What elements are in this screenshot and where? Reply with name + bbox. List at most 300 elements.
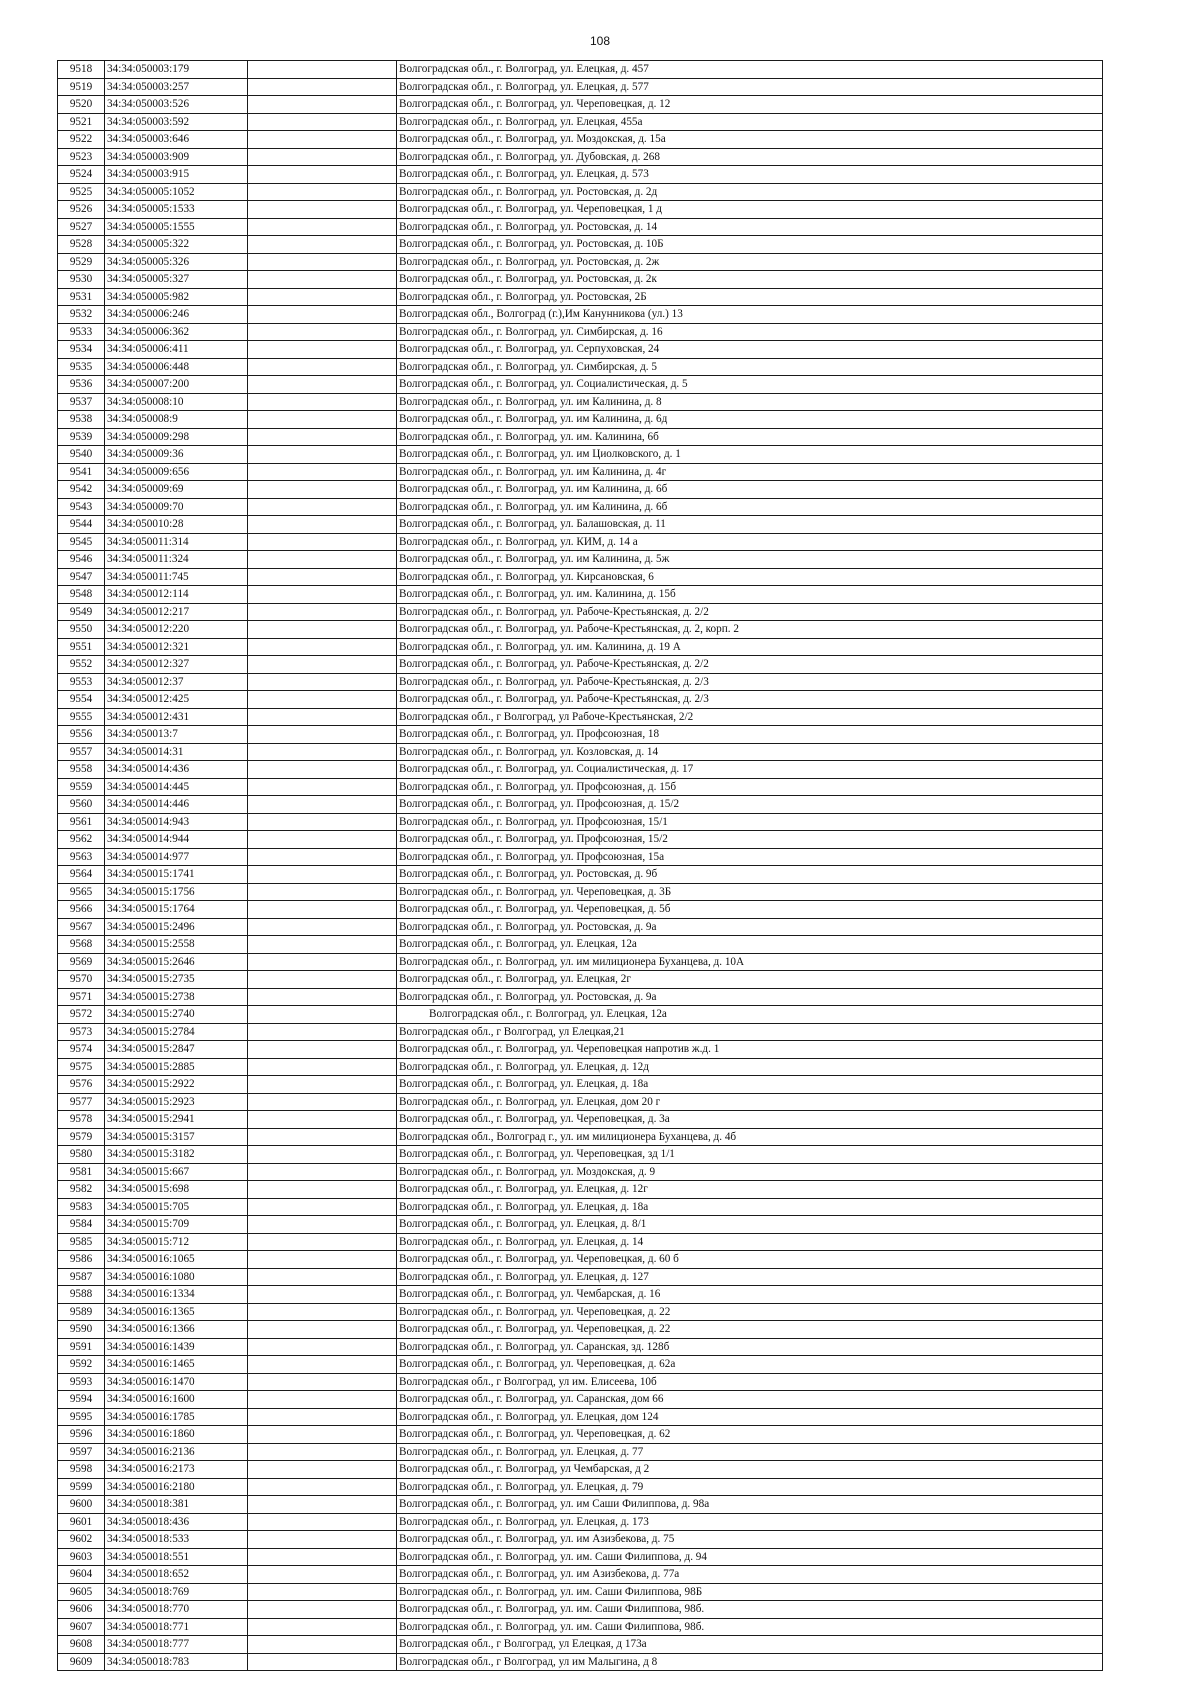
cadastral-number: 34:34:050009:656 xyxy=(105,463,248,481)
cadastral-number: 34:34:050014:977 xyxy=(105,848,248,866)
row-number: 9541 xyxy=(58,463,105,481)
address: Волгоградская обл., г. Волгоград, ул. Елецкая, д. 8/1 xyxy=(397,1216,1103,1234)
address: Волгоградская обл., г Волгоград, ул им Малыгина, д 8 xyxy=(397,1653,1103,1671)
empty-cell xyxy=(248,253,397,271)
row-number: 9605 xyxy=(58,1583,105,1601)
row-number: 9555 xyxy=(58,708,105,726)
address: Волгоградская обл., г. Волгоград, ул. Профсоюзная, 15а xyxy=(397,848,1103,866)
address: Волгоградская обл., г. Волгоград, ул. Ростовская, д. 2ж xyxy=(397,253,1103,271)
table-row xyxy=(58,1198,1103,1216)
row-number: 9577 xyxy=(58,1093,105,1111)
empty-cell xyxy=(248,1198,397,1216)
table-row xyxy=(58,516,1103,534)
address: Волгоградская обл., г. Волгоград, ул. Ростовская, д. 9б xyxy=(397,866,1103,884)
address: Волгоградская обл., г. Волгоград, ул. Моздокская, д. 9 xyxy=(397,1163,1103,1181)
address: Волгоградская обл., Волгоград г., ул. им милиционера Буханцева, д. 4б xyxy=(397,1128,1103,1146)
address: Волгоградская обл., г. Волгоград, ул. Ростовская, д. 9а xyxy=(397,988,1103,1006)
table-row xyxy=(58,1146,1103,1164)
cadastral-number: 34:34:050006:448 xyxy=(105,358,248,376)
row-number: 9606 xyxy=(58,1601,105,1619)
row-number: 9528 xyxy=(58,236,105,254)
cadastral-number: 34:34:050007:200 xyxy=(105,376,248,394)
table-row xyxy=(58,393,1103,411)
empty-cell xyxy=(248,1321,397,1339)
table-row xyxy=(58,953,1103,971)
table-row xyxy=(58,1373,1103,1391)
table-row xyxy=(58,1566,1103,1584)
row-number: 9556 xyxy=(58,726,105,744)
empty-cell xyxy=(248,1128,397,1146)
empty-cell xyxy=(248,708,397,726)
cadastral-number: 34:34:050015:2941 xyxy=(105,1111,248,1129)
table-row xyxy=(58,1251,1103,1269)
address: Волгоградская обл., г. Волгоград, ул. Елецкая, д. 577 xyxy=(397,78,1103,96)
address: Волгоградская обл., Волгоград (г.),Им Канунникова (ул.) 13 xyxy=(397,306,1103,324)
cadastral-number: 34:34:050018:533 xyxy=(105,1531,248,1549)
row-number: 9603 xyxy=(58,1548,105,1566)
address: Волгоградская обл., г. Волгоград, ул. Елецкая, д. 573 xyxy=(397,166,1103,184)
cadastral-number: 34:34:050012:327 xyxy=(105,656,248,674)
cadastral-number: 34:34:050005:982 xyxy=(105,288,248,306)
address: Волгоградская обл., г. Волгоград, ул. Елецкая, д. 12д xyxy=(397,1058,1103,1076)
address: Волгоградская обл., г. Волгоград, ул. Елецкая, д. 77 xyxy=(397,1443,1103,1461)
table-row xyxy=(58,586,1103,604)
empty-cell xyxy=(248,1111,397,1129)
row-number: 9538 xyxy=(58,411,105,429)
cadastral-number: 34:34:050005:1533 xyxy=(105,201,248,219)
row-number: 9561 xyxy=(58,813,105,831)
address: Волгоградская обл., г. Волгоград, ул. Елецкая, д. 127 xyxy=(397,1268,1103,1286)
row-number: 9602 xyxy=(58,1531,105,1549)
empty-cell xyxy=(248,1233,397,1251)
table-row xyxy=(58,708,1103,726)
row-number: 9543 xyxy=(58,498,105,516)
table-row xyxy=(58,603,1103,621)
cadastral-number: 34:34:050015:2738 xyxy=(105,988,248,1006)
table-row xyxy=(58,848,1103,866)
table-row xyxy=(58,831,1103,849)
cadastral-number: 34:34:050005:1052 xyxy=(105,183,248,201)
cadastral-number: 34:34:050016:1470 xyxy=(105,1373,248,1391)
row-number: 9573 xyxy=(58,1023,105,1041)
row-number: 9530 xyxy=(58,271,105,289)
cadastral-number: 34:34:050015:2923 xyxy=(105,1093,248,1111)
row-number: 9564 xyxy=(58,866,105,884)
row-number: 9526 xyxy=(58,201,105,219)
cadastral-number: 34:34:050015:2885 xyxy=(105,1058,248,1076)
cadastral-number: 34:34:050012:321 xyxy=(105,638,248,656)
empty-cell xyxy=(248,813,397,831)
empty-cell xyxy=(248,236,397,254)
cadastral-number: 34:34:050006:411 xyxy=(105,341,248,359)
empty-cell xyxy=(248,988,397,1006)
table-row xyxy=(58,936,1103,954)
row-number: 9572 xyxy=(58,1006,105,1024)
address: Волгоградская обл., г. Волгоград, ул. им. Калинина, д. 19 А xyxy=(397,638,1103,656)
row-number: 9607 xyxy=(58,1618,105,1636)
address: Волгоградская обл., г. Волгоград, ул. Дубовская, д. 268 xyxy=(397,148,1103,166)
empty-cell xyxy=(248,1181,397,1199)
address: Волгоградская обл., г. Волгоград, ул. Череповецкая, 1 д xyxy=(397,201,1103,219)
cadastral-number: 34:34:050016:1080 xyxy=(105,1268,248,1286)
row-number: 9557 xyxy=(58,743,105,761)
address: Волгоградская обл., г. Волгоград, ул. Елецкая, д. 173 xyxy=(397,1513,1103,1531)
empty-cell xyxy=(248,936,397,954)
address: Волгоградская обл., г. Волгоград, ул. Рабоче-Крестьянская, д. 2, корп. 2 xyxy=(397,621,1103,639)
row-number: 9562 xyxy=(58,831,105,849)
table-row xyxy=(58,78,1103,96)
cadastral-number: 34:34:050012:114 xyxy=(105,586,248,604)
empty-cell xyxy=(248,883,397,901)
address: Волгоградская обл., г. Волгоград, ул. Череповецкая, д. 3а xyxy=(397,1111,1103,1129)
row-number: 9595 xyxy=(58,1408,105,1426)
table-row xyxy=(58,253,1103,271)
empty-cell xyxy=(248,96,397,114)
cadastral-number: 34:34:050003:526 xyxy=(105,96,248,114)
empty-cell xyxy=(248,1356,397,1374)
cadastral-number: 34:34:050018:777 xyxy=(105,1636,248,1654)
cadastral-number: 34:34:050015:712 xyxy=(105,1233,248,1251)
cadastral-number: 34:34:050015:1764 xyxy=(105,901,248,919)
empty-cell xyxy=(248,1583,397,1601)
row-number: 9568 xyxy=(58,936,105,954)
empty-cell xyxy=(248,411,397,429)
table-row xyxy=(58,778,1103,796)
cadastral-number: 34:34:050016:1860 xyxy=(105,1426,248,1444)
cadastral-number: 34:34:050018:770 xyxy=(105,1601,248,1619)
table-row xyxy=(58,236,1103,254)
address: Волгоградская обл., г. Волгоград, ул. Елецкая, дом 20 г xyxy=(397,1093,1103,1111)
row-number: 9596 xyxy=(58,1426,105,1444)
empty-cell xyxy=(248,1443,397,1461)
table-row xyxy=(58,218,1103,236)
row-number: 9529 xyxy=(58,253,105,271)
empty-cell xyxy=(248,271,397,289)
cadastral-number: 34:34:050003:646 xyxy=(105,131,248,149)
row-number: 9532 xyxy=(58,306,105,324)
empty-cell xyxy=(248,1653,397,1671)
empty-cell xyxy=(248,796,397,814)
empty-cell xyxy=(248,1548,397,1566)
row-number: 9570 xyxy=(58,971,105,989)
table-row xyxy=(58,691,1103,709)
empty-cell xyxy=(248,323,397,341)
cadastral-number: 34:34:050016:1600 xyxy=(105,1391,248,1409)
empty-cell xyxy=(248,778,397,796)
cadastral-number: 34:34:050008:9 xyxy=(105,411,248,429)
address: Волгоградская обл., г. Волгоград, ул. Ростовская, д. 2д xyxy=(397,183,1103,201)
empty-cell xyxy=(248,516,397,534)
table-row xyxy=(58,1496,1103,1514)
table-row xyxy=(58,1548,1103,1566)
cadastral-number: 34:34:050015:2558 xyxy=(105,936,248,954)
address: Волгоградская обл., г. Волгоград, ул. Чембарская, д. 16 xyxy=(397,1286,1103,1304)
address: Волгоградская обл., г. Волгоград, ул. Череповецкая, д. 62а xyxy=(397,1356,1103,1374)
cadastral-number: 34:34:050014:944 xyxy=(105,831,248,849)
empty-cell xyxy=(248,481,397,499)
cadastral-number: 34:34:050013:7 xyxy=(105,726,248,744)
table-row xyxy=(58,288,1103,306)
empty-cell xyxy=(248,1373,397,1391)
empty-cell xyxy=(248,918,397,936)
cadastral-number: 34:34:050008:10 xyxy=(105,393,248,411)
row-number: 9594 xyxy=(58,1391,105,1409)
cadastral-number: 34:34:050003:179 xyxy=(105,61,248,79)
address: Волгоградская обл., г. Волгоград, ул. им. Калинина, 6б xyxy=(397,428,1103,446)
empty-cell xyxy=(248,953,397,971)
empty-cell xyxy=(248,131,397,149)
address: Волгоградская обл., г. Волгоград, ул. Рабоче-Крестьянская, д. 2/2 xyxy=(397,656,1103,674)
empty-cell xyxy=(248,726,397,744)
empty-cell xyxy=(248,1531,397,1549)
table-row xyxy=(58,1286,1103,1304)
cadastral-number: 34:34:050011:314 xyxy=(105,533,248,551)
address: Волгоградская обл., г Волгоград, ул Рабоче-Крестьянская, 2/2 xyxy=(397,708,1103,726)
empty-cell xyxy=(248,463,397,481)
cadastral-number: 34:34:050016:1065 xyxy=(105,1251,248,1269)
table-row xyxy=(58,131,1103,149)
cadastral-number: 34:34:050015:2784 xyxy=(105,1023,248,1041)
cadastral-number: 34:34:050015:2847 xyxy=(105,1041,248,1059)
address: Волгоградская обл., г. Волгоград, ул. Профсоюзная, 15/2 xyxy=(397,831,1103,849)
cadastral-number: 34:34:050014:943 xyxy=(105,813,248,831)
empty-cell xyxy=(248,341,397,359)
table-row xyxy=(58,1653,1103,1671)
row-number: 9539 xyxy=(58,428,105,446)
address: Волгоградская обл., г. Волгоград, ул. Череповецкая, д. 12 xyxy=(397,96,1103,114)
address: Волгоградская обл., г. Волгоград, ул. Елецкая, д. 14 xyxy=(397,1233,1103,1251)
address: Волгоградская обл., г. Волгоград, ул. Профсоюзная, д. 15б xyxy=(397,778,1103,796)
cadastral-number: 34:34:050005:326 xyxy=(105,253,248,271)
table-row xyxy=(58,1478,1103,1496)
table-row xyxy=(58,1583,1103,1601)
address: Волгоградская обл., г. Волгоград, ул. Елецкая, 455а xyxy=(397,113,1103,131)
empty-cell xyxy=(248,1268,397,1286)
table-row xyxy=(58,533,1103,551)
row-number: 9560 xyxy=(58,796,105,814)
empty-cell xyxy=(248,1163,397,1181)
row-number: 9551 xyxy=(58,638,105,656)
address: Волгоградская обл., г. Волгоград, ул. Рабоче-Крестьянская, д. 2/3 xyxy=(397,673,1103,691)
row-number: 9552 xyxy=(58,656,105,674)
empty-cell xyxy=(248,306,397,324)
empty-cell xyxy=(248,743,397,761)
table-row xyxy=(58,183,1103,201)
row-number: 9608 xyxy=(58,1636,105,1654)
row-number: 9592 xyxy=(58,1356,105,1374)
cadastral-number: 34:34:050016:1785 xyxy=(105,1408,248,1426)
table-row xyxy=(58,743,1103,761)
row-number: 9522 xyxy=(58,131,105,149)
cadastral-number: 34:34:050016:1366 xyxy=(105,1321,248,1339)
row-number: 9566 xyxy=(58,901,105,919)
table-row xyxy=(58,568,1103,586)
address: Волгоградская обл., г. Волгоград, ул. Череповецкая напротив ж.д. 1 xyxy=(397,1041,1103,1059)
row-number: 9525 xyxy=(58,183,105,201)
address: Волгоградская обл., г. Волгоград, ул. Профсоюзная, 18 xyxy=(397,726,1103,744)
address: Волгоградская обл., г. Волгоград, ул. Балашовская, д. 11 xyxy=(397,516,1103,534)
empty-cell xyxy=(248,1058,397,1076)
empty-cell xyxy=(248,218,397,236)
cadastral-number: 34:34:050016:1334 xyxy=(105,1286,248,1304)
address: Волгоградская обл., г. Волгоград, ул. им Азизбекова, д. 75 xyxy=(397,1531,1103,1549)
empty-cell xyxy=(248,446,397,464)
row-number: 9593 xyxy=(58,1373,105,1391)
table-row xyxy=(58,1023,1103,1041)
table-row xyxy=(58,166,1103,184)
row-number: 9559 xyxy=(58,778,105,796)
table-row xyxy=(58,148,1103,166)
address: Волгоградская обл., г. Волгоград, ул. им Калинина, д. 4г xyxy=(397,463,1103,481)
row-number: 9598 xyxy=(58,1461,105,1479)
table-row xyxy=(58,901,1103,919)
empty-cell xyxy=(248,901,397,919)
cadastral-number: 34:34:050015:705 xyxy=(105,1198,248,1216)
table-row xyxy=(58,1216,1103,1234)
empty-cell xyxy=(248,358,397,376)
address: Волгоградская обл., г. Волгоград, ул. Елецкая, д. 18а xyxy=(397,1198,1103,1216)
address: Волгоградская обл., г. Волгоград, ул. Социалистическая, д. 5 xyxy=(397,376,1103,394)
row-number: 9604 xyxy=(58,1566,105,1584)
address: Волгоградская обл., г Волгоград, ул Елецкая, д 173а xyxy=(397,1636,1103,1654)
empty-cell xyxy=(248,673,397,691)
empty-cell xyxy=(248,831,397,849)
address: Волгоградская обл., г. Волгоград, ул. им Калинина, д. 6д xyxy=(397,411,1103,429)
empty-cell xyxy=(248,1636,397,1654)
cadastral-number: 34:34:050018:771 xyxy=(105,1618,248,1636)
address: Волгоградская обл., г. Волгоград, ул. Кирсановская, 6 xyxy=(397,568,1103,586)
address: Волгоградская обл., г. Волгоград, ул. им Калинина, д. 6б xyxy=(397,481,1103,499)
row-number: 9540 xyxy=(58,446,105,464)
row-number: 9591 xyxy=(58,1338,105,1356)
cadastral-number: 34:34:050012:220 xyxy=(105,621,248,639)
address: Волгоградская обл., г. Волгоград, ул. КИМ, д. 14 а xyxy=(397,533,1103,551)
cadastral-number: 34:34:050015:2735 xyxy=(105,971,248,989)
row-number: 9519 xyxy=(58,78,105,96)
empty-cell xyxy=(248,1006,397,1024)
empty-cell xyxy=(248,1426,397,1444)
empty-cell xyxy=(248,533,397,551)
table-row xyxy=(58,761,1103,779)
cadastral-number: 34:34:050018:769 xyxy=(105,1583,248,1601)
row-number: 9534 xyxy=(58,341,105,359)
cadastral-number: 34:34:050018:551 xyxy=(105,1548,248,1566)
table-row xyxy=(58,271,1103,289)
row-number: 9527 xyxy=(58,218,105,236)
table-row xyxy=(58,796,1103,814)
cadastral-number: 34:34:050005:327 xyxy=(105,271,248,289)
empty-cell xyxy=(248,1093,397,1111)
cadastral-number: 34:34:050015:667 xyxy=(105,1163,248,1181)
address: Волгоградская обл., г. Волгоград, ул. им Калинина, д. 6б xyxy=(397,498,1103,516)
address: Волгоградская обл., г. Волгоград, ул. Ростовская, 2Б xyxy=(397,288,1103,306)
address: Волгоградская обл., г. Волгоград, ул. Рабоче-Крестьянская, д. 2/3 xyxy=(397,691,1103,709)
address: Волгоградская обл., г. Волгоград, ул. Ростовская, д. 10Б xyxy=(397,236,1103,254)
address: Волгоградская обл., г. Волгоград, ул. Череповецкая, д. 22 xyxy=(397,1303,1103,1321)
cadastral-number: 34:34:050014:445 xyxy=(105,778,248,796)
table-row xyxy=(58,1041,1103,1059)
cadastral-number: 34:34:050014:31 xyxy=(105,743,248,761)
table-row xyxy=(58,113,1103,131)
address: Волгоградская обл., г. Волгоград, ул. Ростовская, д. 2к xyxy=(397,271,1103,289)
table-row xyxy=(58,323,1103,341)
table-row xyxy=(58,656,1103,674)
cadastral-number: 34:34:050006:246 xyxy=(105,306,248,324)
row-number: 9520 xyxy=(58,96,105,114)
empty-cell xyxy=(248,761,397,779)
cadastral-number: 34:34:050011:324 xyxy=(105,551,248,569)
address: Волгоградская обл., г. Волгоград, ул. Профсоюзная, д. 15/2 xyxy=(397,796,1103,814)
table-row xyxy=(58,726,1103,744)
empty-cell xyxy=(248,148,397,166)
address: Волгоградская обл., г. Волгоград, ул. Ростовская, д. 14 xyxy=(397,218,1103,236)
registry-table xyxy=(57,60,1103,1671)
table-row xyxy=(58,498,1103,516)
cadastral-number: 34:34:050003:915 xyxy=(105,166,248,184)
address: Волгоградская обл., г. Волгоград, ул. Елецкая, 12а xyxy=(397,936,1103,954)
address: Волгоградская обл., г Волгоград, ул им. Елисеева, 10б xyxy=(397,1373,1103,1391)
cadastral-number: 34:34:050016:1365 xyxy=(105,1303,248,1321)
empty-cell xyxy=(248,376,397,394)
row-number: 9521 xyxy=(58,113,105,131)
empty-cell xyxy=(248,78,397,96)
empty-cell xyxy=(248,183,397,201)
row-number: 9567 xyxy=(58,918,105,936)
table-row xyxy=(58,813,1103,831)
empty-cell xyxy=(248,1478,397,1496)
table-row xyxy=(58,1303,1103,1321)
address: Волгоградская обл., г. Волгоград, ул. Ростовская, д. 9а xyxy=(397,918,1103,936)
empty-cell xyxy=(248,656,397,674)
table-row xyxy=(58,1636,1103,1654)
table-row xyxy=(58,1181,1103,1199)
table-row xyxy=(58,1321,1103,1339)
address: Волгоградская обл., г. Волгоград, ул. Профсоюзная, 15/1 xyxy=(397,813,1103,831)
cadastral-number: 34:34:050016:2136 xyxy=(105,1443,248,1461)
table-row xyxy=(58,1408,1103,1426)
cadastral-number: 34:34:050014:446 xyxy=(105,796,248,814)
cadastral-number: 34:34:050015:3182 xyxy=(105,1146,248,1164)
empty-cell xyxy=(248,61,397,79)
row-number: 9524 xyxy=(58,166,105,184)
empty-cell xyxy=(248,428,397,446)
row-number: 9531 xyxy=(58,288,105,306)
row-number: 9575 xyxy=(58,1058,105,1076)
table-row xyxy=(58,971,1103,989)
address: Волгоградская обл., г. Волгоград, ул. Рабоче-Крестьянская, д. 2/2 xyxy=(397,603,1103,621)
row-number: 9546 xyxy=(58,551,105,569)
cadastral-number: 34:34:050012:37 xyxy=(105,673,248,691)
table-row xyxy=(58,1338,1103,1356)
row-number: 9583 xyxy=(58,1198,105,1216)
empty-cell xyxy=(248,1566,397,1584)
table-row xyxy=(58,638,1103,656)
address: Волгоградская обл., г. Волгоград, ул. Козловская, д. 14 xyxy=(397,743,1103,761)
table-row xyxy=(58,1356,1103,1374)
table-row xyxy=(58,61,1103,79)
row-number: 9599 xyxy=(58,1478,105,1496)
row-number: 9554 xyxy=(58,691,105,709)
table-row xyxy=(58,358,1103,376)
row-number: 9579 xyxy=(58,1128,105,1146)
row-number: 9571 xyxy=(58,988,105,1006)
row-number: 9609 xyxy=(58,1653,105,1671)
table-row xyxy=(58,1006,1103,1024)
row-number: 9549 xyxy=(58,603,105,621)
row-number: 9585 xyxy=(58,1233,105,1251)
empty-cell xyxy=(248,1023,397,1041)
empty-cell xyxy=(248,1303,397,1321)
